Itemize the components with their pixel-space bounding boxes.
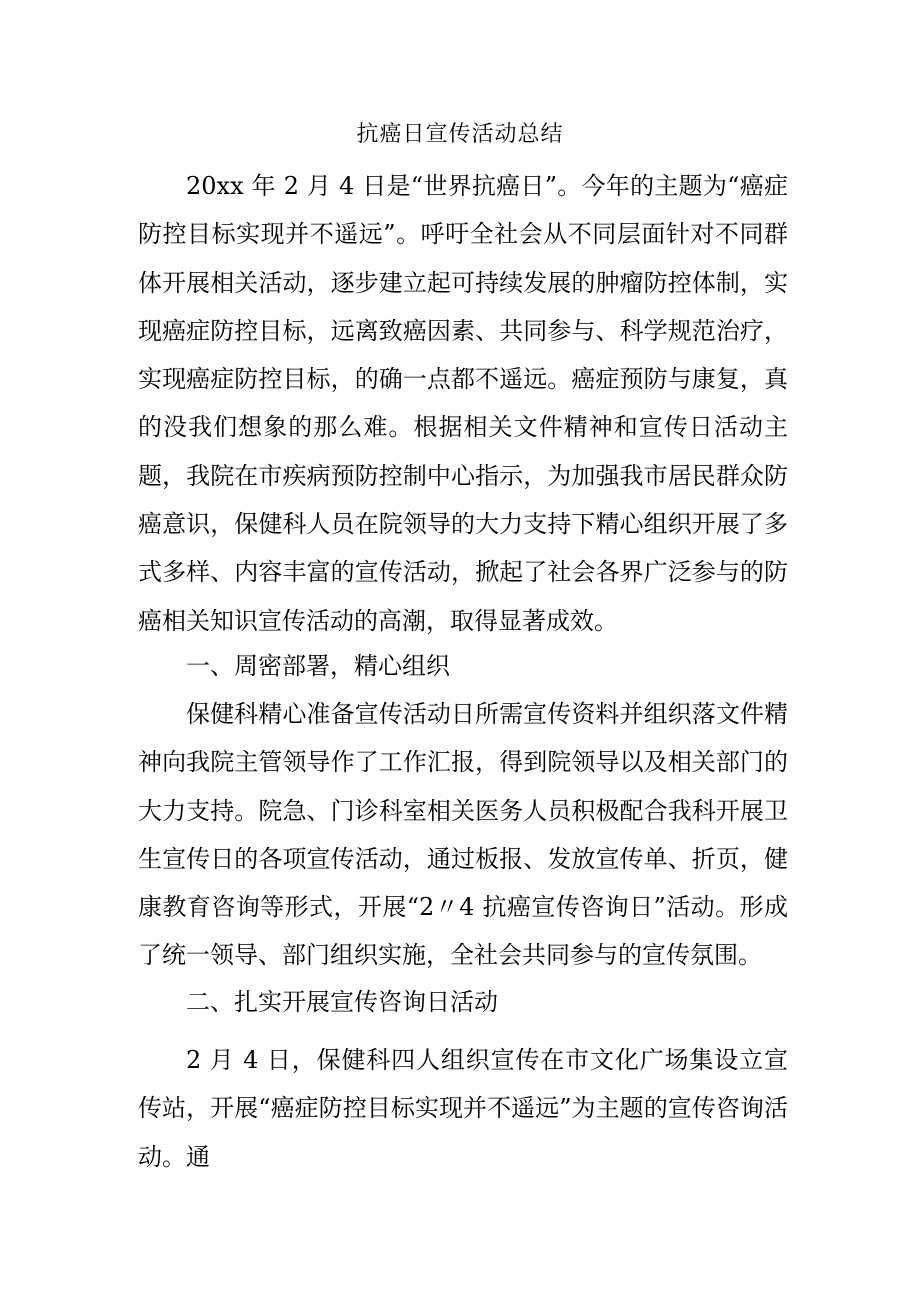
section-heading-2: 二、扎实开展宣传咨询日活动 [186,988,498,1016]
document-title: 抗癌日宣传活动总结 [356,122,564,147]
section-heading-1: 一、周密部署，精心组织 [186,652,450,680]
paragraph-section-1: 保健科精心准备宣传活动日所需宣传资料并组织落文件精神向我院主管领导作了工作汇报，得到院领导以及相关部门的大力支持。院急、门诊科室相关医务人员积极配合我科开展卫生宣传日的各项宣传活动，通过板报、发放宣传单、折页，健康教育咨询等形式，开展“2〃4 抗癌宣传咨询日”活动。形成了统一领导、部门组织实施，全社会共同参与的宣传氛围。 [138,700,788,970]
paragraph-section-2: 2 月 4 日，保健科四人组织宣传在市文化广场集设立宣传站，开展“癌症防控目标实现并不遥远”为主题的宣传咨询活动。通 [138,1046,788,1171]
paragraph-intro: 20xx 年 2 月 4 日是“世界抗癌日”。今年的主题为“癌症防控目标实现并不遥远”。呼吁全社会从不同层面针对不同群体开展相关活动，逐步建立起可持续发展的肿瘤防控体制，实现癌症防控目标，远离致癌因素、共同参与、科学规范治疗，实现癌症防控目标，的确一点都不遥远。癌症预防与康复，真的没我们想象的那么难。根据相关文件精神和宣传日活动主题，我院在市疾病预防控制中心指示，为加强我市居民群众防癌意识，保健科人员在院领导的大力支持下精心组织开展了多式多样、内容丰富的宣传活动，掀起了社会各界广泛参与的防癌相关知识宣传活动的高潮，取得显著成效。 [138,172,788,635]
